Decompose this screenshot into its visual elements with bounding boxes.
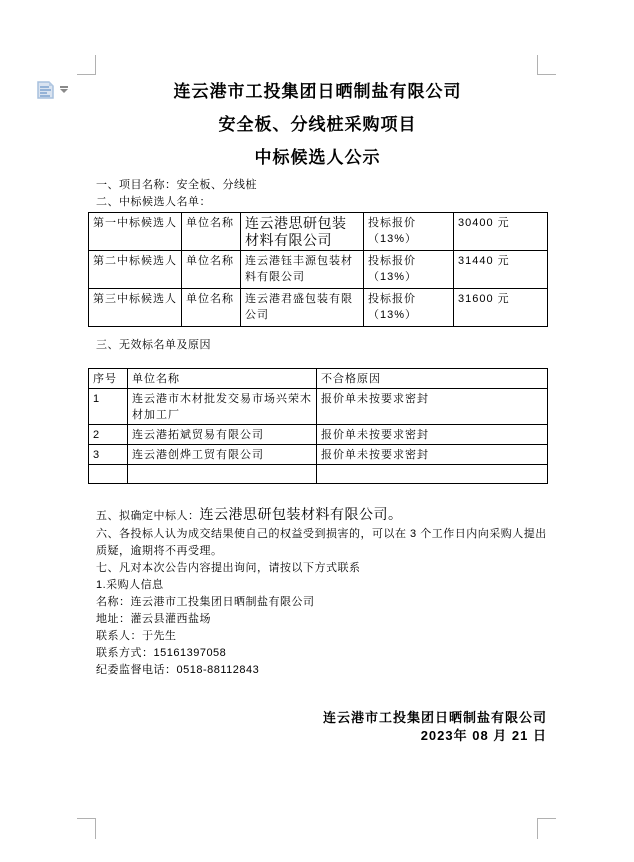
serial-cell	[89, 465, 128, 484]
unit-name-cell: 连云港创烨工贸有限公司	[128, 445, 317, 465]
buyer-name-line: 名称：连云港市工投集团日晒制盐有限公司	[96, 596, 315, 608]
signature-date: 2023年 08 月 21 日	[420, 728, 547, 743]
candidate-row-2	[89, 251, 548, 289]
section-7-contact-heading: 七、凡对本次公告内容提出询问，请按以下方式联系	[96, 562, 361, 574]
unit-name-cell: 连云港钰丰源包装材料有限公司	[241, 251, 364, 289]
document-titles	[88, 75, 547, 174]
margin-mark-bottom-left	[77, 818, 96, 839]
margin-mark-bottom-right	[537, 818, 556, 839]
section-6-objection-terms: 六、各投标人认为成交结果使自己的权益受到损害的，可以在 3 个工作日内向采购人提出质疑，逾期将不再受理。	[96, 528, 547, 557]
reason-cell: 报价单未按要求密封	[317, 445, 548, 465]
document-content	[88, 75, 547, 745]
margin-mark-top-right	[537, 55, 556, 75]
header-unit-name: 单位名称	[128, 369, 317, 389]
buyer-info-heading: 1.采购人信息	[96, 579, 164, 591]
reason-cell	[317, 465, 548, 484]
price-label-cell: 投标报价（13%）	[364, 251, 454, 289]
section-1-project-name: 一、项目名称：安全板、分线桩	[96, 179, 257, 191]
title-company: 连云港市工投集团日晒制盐有限公司	[173, 82, 462, 101]
price-value-cell: 30400 元	[454, 213, 548, 251]
invalid-table-header-row	[89, 369, 548, 389]
unit-name-cell: 连云港市木材批发交易市场兴荣木材加工厂	[128, 389, 317, 425]
buyer-address-line: 地址：灌云县灌西盐场	[96, 613, 211, 625]
serial-cell: 2	[89, 425, 128, 445]
title-project: 安全板、分线桩采购项目	[218, 115, 417, 134]
invalid-row-2	[89, 425, 548, 445]
winner-company-name: 连云港思研包装材料有限公司。	[199, 506, 403, 522]
unit-label-cell: 单位名称	[182, 251, 241, 289]
serial-cell: 3	[89, 445, 128, 465]
dropdown-arrow-icon[interactable]	[60, 86, 68, 93]
unit-name-cell: 连云港君盛包装有限公司	[241, 289, 364, 327]
price-label-cell: 投标报价（13%）	[364, 289, 454, 327]
section-3-invalid-bids-heading: 三、无效标名单及原因	[96, 339, 211, 351]
contact-phone-line: 联系方式：15161397058	[96, 647, 227, 659]
candidate-row-3	[89, 289, 548, 327]
header-reason: 不合格原因	[317, 369, 548, 389]
margin-mark-top-left	[77, 55, 96, 75]
unit-name-cell	[128, 465, 317, 484]
contact-person-line: 联系人：于先生	[96, 630, 177, 642]
signature-company: 连云港市工投集团日晒制盐有限公司	[322, 710, 547, 725]
section-5-winner-line	[88, 504, 547, 526]
unit-label-cell: 单位名称	[182, 213, 241, 251]
reason-cell: 报价单未按要求密封	[317, 389, 548, 425]
unit-name-cell: 连云港拓斌贸易有限公司	[128, 425, 317, 445]
paste-options-clipboard-icon[interactable]	[36, 80, 56, 100]
price-value-cell: 31600 元	[454, 289, 548, 327]
supervision-phone-line: 纪委监督电话：0518-88112843	[96, 664, 260, 676]
invalid-row-empty	[89, 465, 548, 484]
invalid-row-3	[89, 445, 548, 465]
unit-label-cell: 单位名称	[182, 289, 241, 327]
section-5-prefix: 五、拟确定中标人：	[96, 510, 200, 522]
candidate-row-1	[89, 213, 548, 251]
unit-name-cell: 连云港思研包装材料有限公司	[241, 213, 364, 251]
price-label-cell: 投标报价（13%）	[364, 213, 454, 251]
invalid-bids-table	[88, 368, 548, 484]
section-2-candidate-list-heading: 二、中标候选人名单：	[96, 196, 211, 208]
candidates-table	[88, 212, 548, 327]
candidate-rank-cell: 第二中标候选人	[89, 251, 182, 289]
candidate-rank-cell: 第三中标候选人	[89, 289, 182, 327]
serial-cell: 1	[89, 389, 128, 425]
signature-block	[88, 709, 547, 745]
header-serial: 序号	[89, 369, 128, 389]
invalid-row-1	[89, 389, 548, 425]
title-notice: 中标候选人公示	[254, 148, 381, 167]
paste-options-button[interactable]	[36, 80, 68, 100]
reason-cell: 报价单未按要求密封	[317, 425, 548, 445]
price-value-cell: 31440 元	[454, 251, 548, 289]
candidate-rank-cell: 第一中标候选人	[89, 213, 182, 251]
